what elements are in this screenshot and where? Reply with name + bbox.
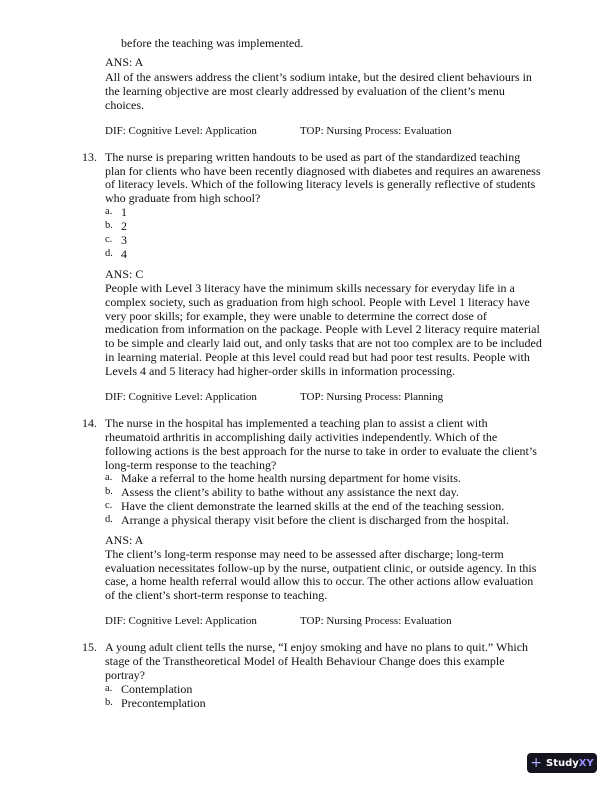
badge-study: Study: [546, 757, 579, 769]
badge-label: [546, 758, 594, 769]
option-letter: b.: [105, 220, 113, 231]
rationale-line: medication from information on the package. People with Level 2 literacy require material: [105, 322, 540, 336]
question-number: 14.: [82, 416, 97, 430]
rationale-line: choices.: [105, 98, 144, 112]
option-letter: d.: [105, 248, 113, 259]
stem-line: following actions is the best approach for the nurse to take in order to evaluate the client’s: [105, 444, 537, 458]
topic: TOP: Nursing Process: Evaluation: [300, 125, 452, 137]
badge-xy: XY: [578, 757, 594, 769]
answer: ANS: C: [105, 267, 144, 281]
option-letter: b.: [105, 697, 113, 708]
stem-line: who graduate from high school?: [105, 191, 261, 205]
rationale-line: the learning objective are most clearly addressed by evaluation of the client’s menu: [105, 84, 505, 98]
option-text: 1: [121, 205, 127, 219]
option-letter: a.: [105, 206, 113, 217]
topic: TOP: Nursing Process: Planning: [300, 391, 444, 403]
option-letter: b.: [105, 486, 113, 497]
stem-line: The nurse is preparing written handouts to be used as part of the standardized teaching: [105, 150, 521, 164]
topic: TOP: Nursing Process: Evaluation: [300, 615, 452, 627]
studyxy-badge[interactable]: [527, 753, 597, 773]
option-text: 4: [121, 247, 127, 261]
option-letter: a.: [105, 472, 113, 483]
question-number: 13.: [82, 150, 97, 164]
option-text: 3: [121, 233, 127, 247]
rationale-line: evaluation necessitates follow-up by the nurse, outpatient clinic, or outside agency. In this: [105, 561, 537, 575]
stem-line: rheumatoid arthritis in accomplishing daily activities independently. Which of the: [105, 430, 498, 444]
rationale-line: The client’s long-term response may need to be assessed after discharge; long-term: [105, 547, 504, 561]
question-number: 15.: [82, 640, 97, 654]
option-text: Contemplation: [121, 682, 193, 696]
stem-line: A young adult client tells the nurse, “I enjoy smoking and have no plans to quit.” Which: [105, 640, 529, 654]
option-letter: d.: [105, 514, 113, 525]
stem-line: before the teaching was implemented.: [121, 36, 304, 50]
rationale-line: very poor skills; for example, they were unable to determine the correct dose of: [105, 309, 487, 323]
option-letter: c.: [105, 500, 113, 511]
option-text: Make a referral to the home health nursing department for home visits.: [121, 471, 461, 485]
rationale-line: case, a home health referral would allow this to occur. The other actions allow evaluation: [105, 574, 534, 588]
difficulty: DIF: Cognitive Level: Application: [105, 391, 257, 403]
stem-line: The nurse in the hospital has implemented a teaching plan to assist a client with: [105, 416, 488, 430]
rationale-line: People with Level 3 literacy have the minimum skills necessary for everyday life in a: [105, 281, 515, 295]
rationale-line: complex society, such as graduation from high school. People with Level 1 literacy have: [105, 295, 530, 309]
difficulty: DIF: Cognitive Level: Application: [105, 125, 257, 137]
stem-line: stage of the Transtheoretical Model of Health Behaviour Change does this example: [105, 654, 505, 668]
rationale-line: All of the answers address the client’s sodium intake, but the desired client behaviours in: [105, 70, 532, 84]
option-letter: a.: [105, 683, 113, 694]
plus-icon: +: [530, 755, 542, 771]
difficulty: DIF: Cognitive Level: Application: [105, 615, 257, 627]
stem-line: long-term response to the teaching?: [105, 458, 277, 472]
stem-line: of literacy levels. Which of the following literacy levels is generally reflective of students: [105, 177, 536, 191]
option-letter: c.: [105, 234, 113, 245]
answer: ANS: A: [105, 533, 144, 547]
rationale-line: Levels 4 and 5 literacy had higher-order skills in information processing.: [105, 364, 455, 378]
option-text: Precontemplation: [121, 696, 206, 710]
rationale-line: of the client’s short-term response to teaching.: [105, 588, 328, 602]
option-text: 2: [121, 219, 127, 233]
option-text: Arrange a physical therapy visit before the client is discharged from the hospital.: [121, 513, 509, 527]
rationale-line: to be simple and clearly laid out, and only tasks that are not too complex are to be included: [105, 336, 542, 350]
option-text: Have the client demonstrate the learned skills at the end of the teaching session.: [121, 499, 505, 513]
rationale-line: in learning material. People at this level could read but had poor test results. People with: [105, 350, 530, 364]
stem-line: portray?: [105, 668, 145, 682]
stem-line: plan for clients who have been recently diagnosed with diabetes and requires an awareness: [105, 164, 541, 178]
option-text: Assess the client’s ability to bathe without any assistance the next day.: [121, 485, 459, 499]
answer: ANS: A: [105, 55, 144, 69]
